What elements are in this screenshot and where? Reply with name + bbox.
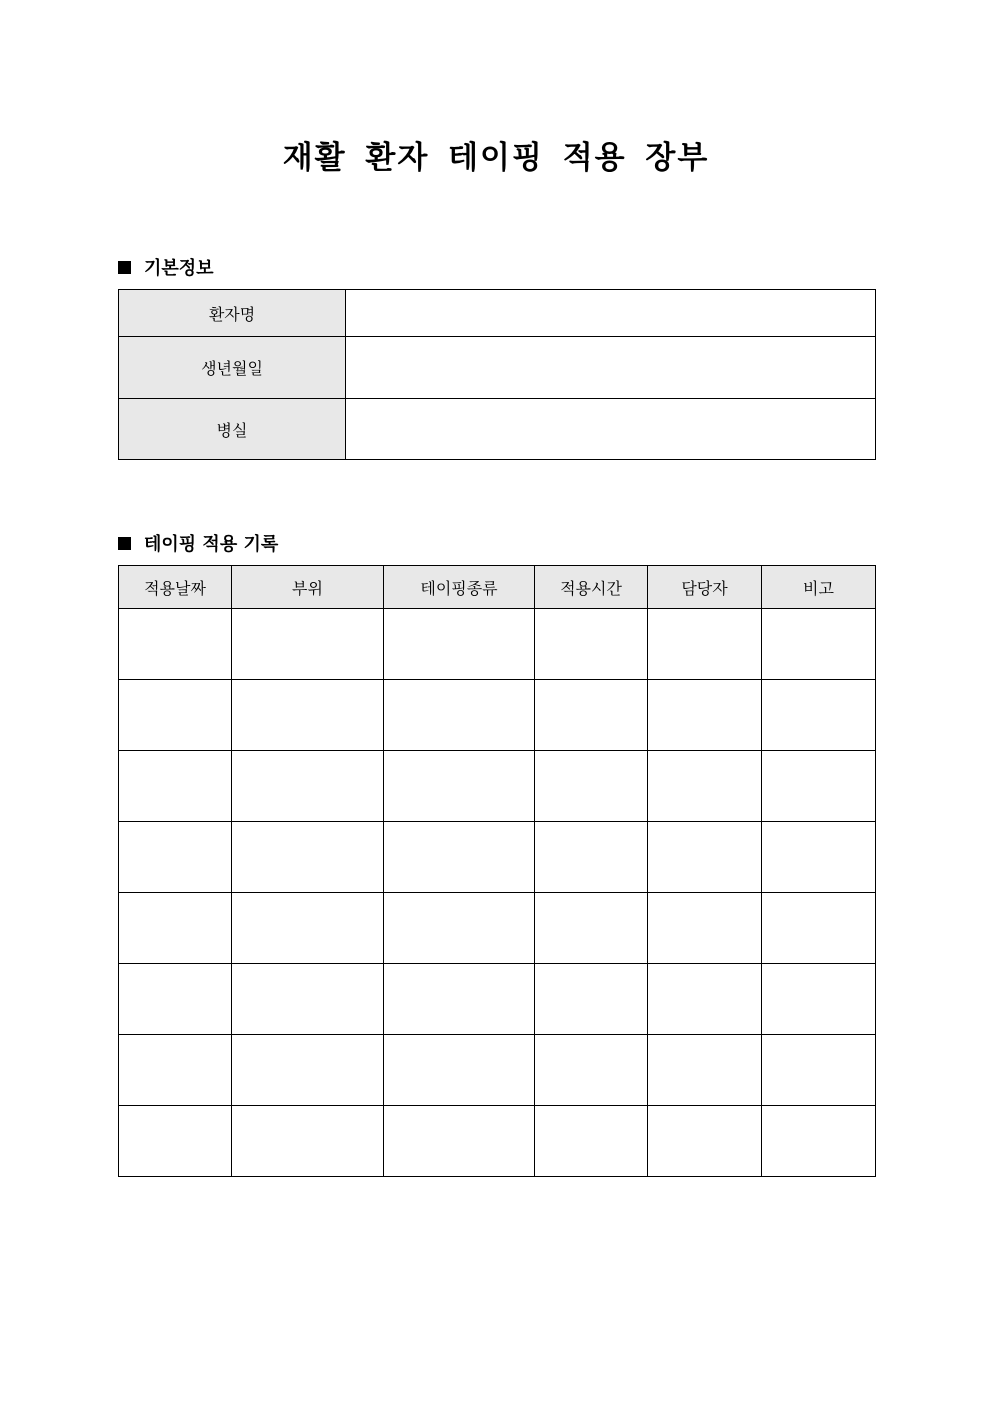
info-row-birth-date xyxy=(119,337,876,399)
notes-cell[interactable] xyxy=(762,1106,876,1177)
date-cell[interactable] xyxy=(119,680,232,751)
notes-cell[interactable] xyxy=(762,609,876,680)
taping-type-cell[interactable] xyxy=(384,680,535,751)
body-part-cell[interactable] xyxy=(232,1035,384,1106)
info-label: 병실 xyxy=(119,399,346,460)
taping-type-cell[interactable] xyxy=(384,1106,535,1177)
body-part-cell[interactable] xyxy=(232,822,384,893)
notes-cell[interactable] xyxy=(762,1035,876,1106)
document-title: 재활 환자 테이핑 적용 장부 xyxy=(282,140,710,176)
table-row xyxy=(119,751,876,822)
time-cell[interactable] xyxy=(535,822,648,893)
date-cell[interactable] xyxy=(119,893,232,964)
taping-type-cell[interactable] xyxy=(384,964,535,1035)
body-part-cell[interactable] xyxy=(232,893,384,964)
table-row xyxy=(119,822,876,893)
body-part-cell[interactable] xyxy=(232,964,384,1035)
notes-cell[interactable] xyxy=(762,751,876,822)
notes-cell[interactable] xyxy=(762,893,876,964)
table-row xyxy=(119,680,876,751)
notes-cell[interactable] xyxy=(762,680,876,751)
time-cell[interactable] xyxy=(535,964,648,1035)
column-header-staff: 담당자 xyxy=(648,566,762,609)
birth-date-field[interactable] xyxy=(346,337,876,399)
staff-cell[interactable] xyxy=(648,893,762,964)
time-cell[interactable] xyxy=(535,751,648,822)
staff-cell[interactable] xyxy=(648,822,762,893)
staff-cell[interactable] xyxy=(648,1035,762,1106)
info-row-room xyxy=(119,399,876,460)
info-label: 환자명 xyxy=(119,290,346,337)
column-header-taping-type: 테이핑종류 xyxy=(384,566,535,609)
notes-cell[interactable] xyxy=(762,964,876,1035)
body-part-cell[interactable] xyxy=(232,1106,384,1177)
staff-cell[interactable] xyxy=(648,964,762,1035)
date-cell[interactable] xyxy=(119,1106,232,1177)
table-header-row xyxy=(119,566,876,609)
basic-info-table xyxy=(118,289,876,460)
time-cell[interactable] xyxy=(535,680,648,751)
table-row xyxy=(119,1035,876,1106)
taping-type-cell[interactable] xyxy=(384,751,535,822)
time-cell[interactable] xyxy=(535,893,648,964)
staff-cell[interactable] xyxy=(648,751,762,822)
info-label: 생년월일 xyxy=(119,337,346,399)
square-bullet-icon xyxy=(118,537,131,550)
date-cell[interactable] xyxy=(119,964,232,1035)
column-header-date: 적용날짜 xyxy=(119,566,232,609)
time-cell[interactable] xyxy=(535,609,648,680)
table-row xyxy=(119,964,876,1035)
date-cell[interactable] xyxy=(119,822,232,893)
basic-info-heading xyxy=(118,254,214,280)
records-heading xyxy=(118,530,278,556)
table-row xyxy=(119,893,876,964)
taping-type-cell[interactable] xyxy=(384,609,535,680)
taping-record-table xyxy=(118,565,876,1177)
basic-info-heading-label: 기본정보 xyxy=(144,258,214,279)
body-part-cell[interactable] xyxy=(232,680,384,751)
column-header-notes: 비고 xyxy=(762,566,876,609)
taping-type-cell[interactable] xyxy=(384,822,535,893)
body-part-cell[interactable] xyxy=(232,609,384,680)
square-bullet-icon xyxy=(118,261,131,274)
patient-name-field[interactable] xyxy=(346,290,876,337)
records-heading-label: 테이핑 적용 기록 xyxy=(144,534,279,555)
time-cell[interactable] xyxy=(535,1106,648,1177)
time-cell[interactable] xyxy=(535,1035,648,1106)
date-cell[interactable] xyxy=(119,609,232,680)
notes-cell[interactable] xyxy=(762,822,876,893)
column-header-time: 적용시간 xyxy=(535,566,648,609)
info-row-patient-name xyxy=(119,290,876,337)
body-part-cell[interactable] xyxy=(232,751,384,822)
taping-type-cell[interactable] xyxy=(384,893,535,964)
staff-cell[interactable] xyxy=(648,609,762,680)
room-field[interactable] xyxy=(346,399,876,460)
staff-cell[interactable] xyxy=(648,680,762,751)
date-cell[interactable] xyxy=(119,751,232,822)
table-row xyxy=(119,1106,876,1177)
column-header-body-part: 부위 xyxy=(232,566,384,609)
staff-cell[interactable] xyxy=(648,1106,762,1177)
table-row xyxy=(119,609,876,680)
taping-type-cell[interactable] xyxy=(384,1035,535,1106)
date-cell[interactable] xyxy=(119,1035,232,1106)
